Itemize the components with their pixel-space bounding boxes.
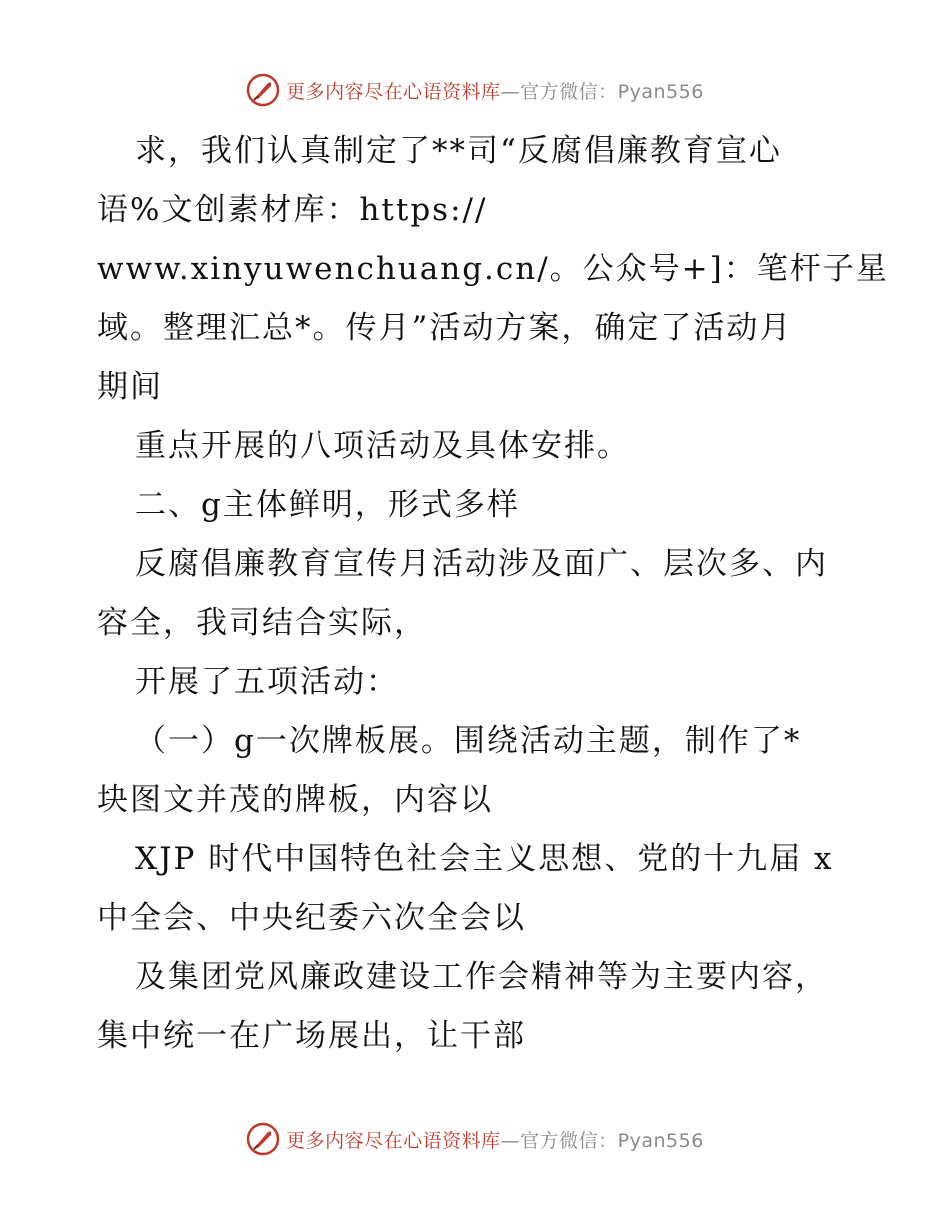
text-line: 重点开展的八项活动及具体安排。 (135, 428, 630, 464)
quill-logo-icon (246, 73, 280, 107)
text-line: 期间 (97, 369, 163, 405)
text-line: 域。整理汇总*。传月”活动方案，确定了活动月 (97, 310, 793, 346)
text-line: 及集团党风廉政建设工作会精神等为主要内容， (135, 959, 828, 995)
quill-logo-icon (246, 1122, 280, 1156)
text-line: 中全会、中央纪委六次全会以 (97, 900, 526, 936)
text-line: （一）g一次牌板展。围绕活动主题，制作了* (135, 723, 802, 759)
header-watermark (0, 70, 950, 110)
text-line: 语%文创素材库：https:// (97, 192, 488, 228)
watermark-gray-text: —官方微信：Pyan556 (500, 1129, 704, 1152)
text-line: 求，我们认真制定了**司“反腐倡廉教育宣心 (135, 133, 782, 169)
text-line: 二、g主体鲜明，形式多样 (135, 487, 520, 523)
text-line: 集中统一在广场展出，让干部 (97, 1018, 526, 1054)
text-line: 反腐倡廉教育宣传月活动涉及面广、层次多、内 (135, 546, 828, 582)
document-body (97, 122, 889, 1066)
text-line: www.xinyuwenchuang.cn/。公众号+]：笔杆子星 (97, 251, 889, 287)
watermark-text (286, 1126, 704, 1153)
watermark-text (286, 77, 704, 104)
text-line: 块图文并茂的牌板，内容以 (97, 782, 493, 818)
text-line: 容全，我司结合实际， (97, 605, 427, 641)
text-line: XJP 时代中国特色社会主义思想、党的十九届 x (135, 841, 834, 877)
watermark-red-text: 更多内容尽在心语资料库 (286, 80, 501, 103)
watermark-red-text: 更多内容尽在心语资料库 (286, 1129, 501, 1152)
footer-watermark (0, 1119, 950, 1159)
text-line: 开展了五项活动： (135, 664, 399, 700)
watermark-gray-text: —官方微信：Pyan556 (500, 80, 704, 103)
